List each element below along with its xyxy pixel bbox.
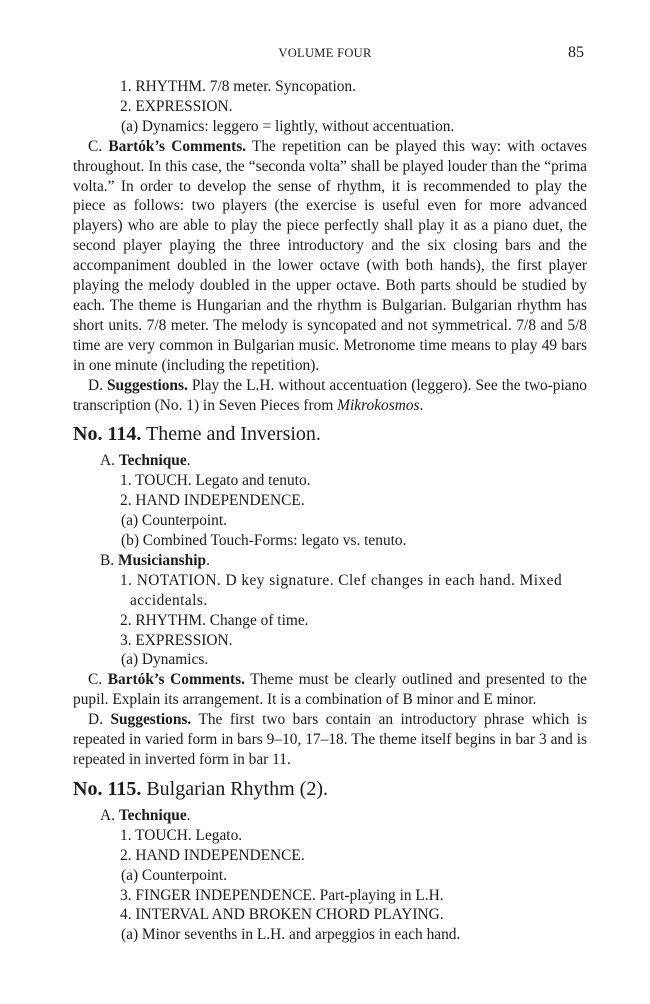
- rhythm-item: 1. RHYTHM. 7/8 meter. Syncopation.: [120, 78, 356, 95]
- section-letter: D.: [88, 711, 111, 729]
- paragraph-end: .: [419, 396, 424, 414]
- section-letter: D.: [88, 376, 107, 394]
- piece-title: Theme and Inversion.: [141, 423, 321, 446]
- bartok-comments-paragraph: [73, 670, 587, 710]
- section-heading: Suggestions.: [110, 711, 192, 729]
- section-heading: Technique: [118, 452, 187, 470]
- technique-heading: [100, 806, 587, 826]
- section-heading: Suggestions.: [107, 376, 188, 394]
- section-letter: C.: [88, 137, 109, 155]
- suggestions-paragraph: [73, 710, 587, 770]
- hand-independence-item: 2. HAND INDEPENDENCE.: [120, 846, 305, 864]
- section-heading: Musicianship: [117, 551, 207, 569]
- piece-heading-114: [73, 423, 587, 445]
- piece-number: No. 114.: [73, 423, 142, 446]
- musicianship-heading: [100, 551, 587, 571]
- touch-item: 1. TOUCH. Legato.: [120, 826, 243, 844]
- notation-item: 1. NOTATION. D key signature. Clef changes in each hand. Mixed accidentals.: [120, 571, 563, 609]
- interval-chord-item: 4. INTERVAL AND BROKEN CHORD PLAYING.: [120, 906, 444, 924]
- suggestions-paragraph: [73, 376, 587, 416]
- book-title-italic: Mikrokosmos: [337, 396, 420, 414]
- section-end: .: [186, 452, 191, 470]
- technique-heading: [100, 451, 587, 471]
- paragraph-text: Play the L.H. without accentuation (leggero). See the two-piano transcription (No. 1) in Seven Pieces from: [73, 376, 587, 414]
- page-number: 85: [568, 44, 584, 61]
- section-end: .: [206, 551, 210, 569]
- expression-item: 3. EXPRESSION.: [120, 631, 233, 649]
- running-title: VOLUME FOUR: [278, 46, 372, 60]
- rhythm-item: 2. RHYTHM. Change of time.: [120, 611, 309, 629]
- hand-independence-item: 2. HAND INDEPENDENCE.: [120, 492, 305, 510]
- section-letter: B.: [100, 551, 118, 569]
- section-heading: Bartók’s Comments.: [107, 671, 245, 689]
- dynamics-subitem: (a) Dynamics.: [121, 651, 209, 669]
- piece-number: No. 115.: [73, 777, 142, 800]
- touch-item: 1. TOUCH. Legato and tenuto.: [120, 472, 311, 490]
- section-letter: A.: [100, 452, 119, 470]
- combined-touch-subitem: (b) Combined Touch-Forms: legato vs. tenuto.: [121, 532, 407, 550]
- paragraph-text: The first two bars contain an introductory phrase which is repeated in varied form in bars 9–10, 17–18. The theme itself begins in bar 3 and is repeated in inverted form in bar 11.: [73, 711, 588, 768]
- page-body: [73, 77, 587, 945]
- bartok-comments-paragraph: [73, 137, 587, 376]
- section-heading: Technique: [118, 806, 187, 824]
- counterpoint-subitem: (a) Counterpoint.: [121, 866, 227, 884]
- paragraph-text: The repetition can be played this way: with octaves throughout. In this case, the “seconda volta” shall be played louder than the “prima volta.” In order to develop the sense of rhythm, it is recommended to play the piece as follows: two players (the exercise is useful even for more advanced players) who are able to play the piece perfectly shall play it as a piano duet, the second player playing the three introductory and the six closing bars and the accompaniment doubled in the lower octave (with both hands), the first player playing the melody doubled in the upper octave. Both parts should be studied by each. The theme is Hungarian and the rhythm is Bulgarian. Bulgarian rhythm has short units. 7/8 meter. The melody is syncopated and not symmetrical. 7/8 and 5/8 time are very common in Bulgarian music. Metronome time means to play 49 bars in one minute (including the repetition).: [73, 137, 587, 374]
- section-end: .: [186, 806, 191, 824]
- section-letter: A.: [100, 806, 119, 824]
- dynamics-subitem: (a) Dynamics: leggero = lightly, without accentuation.: [121, 117, 455, 135]
- paragraph-text: Theme must be clearly outlined and presented to the pupil. Explain its arrangement. It is a combination of B minor and E minor.: [73, 671, 587, 709]
- section-heading: Bartók’s Comments.: [108, 137, 247, 155]
- piece-title: Bulgarian Rhythm (2).: [141, 777, 328, 800]
- counterpoint-subitem: (a) Counterpoint.: [121, 512, 227, 530]
- piece-heading-115: [73, 778, 587, 800]
- expression-item: 2. EXPRESSION.: [120, 97, 233, 115]
- running-header: [0, 44, 650, 64]
- finger-independence-item: 3. FINGER INDEPENDENCE. Part-playing in L.H.: [120, 886, 444, 904]
- section-letter: C.: [88, 671, 108, 689]
- minor-sevenths-subitem: (a) Minor sevenths in L.H. and arpeggios in each hand.: [121, 926, 461, 944]
